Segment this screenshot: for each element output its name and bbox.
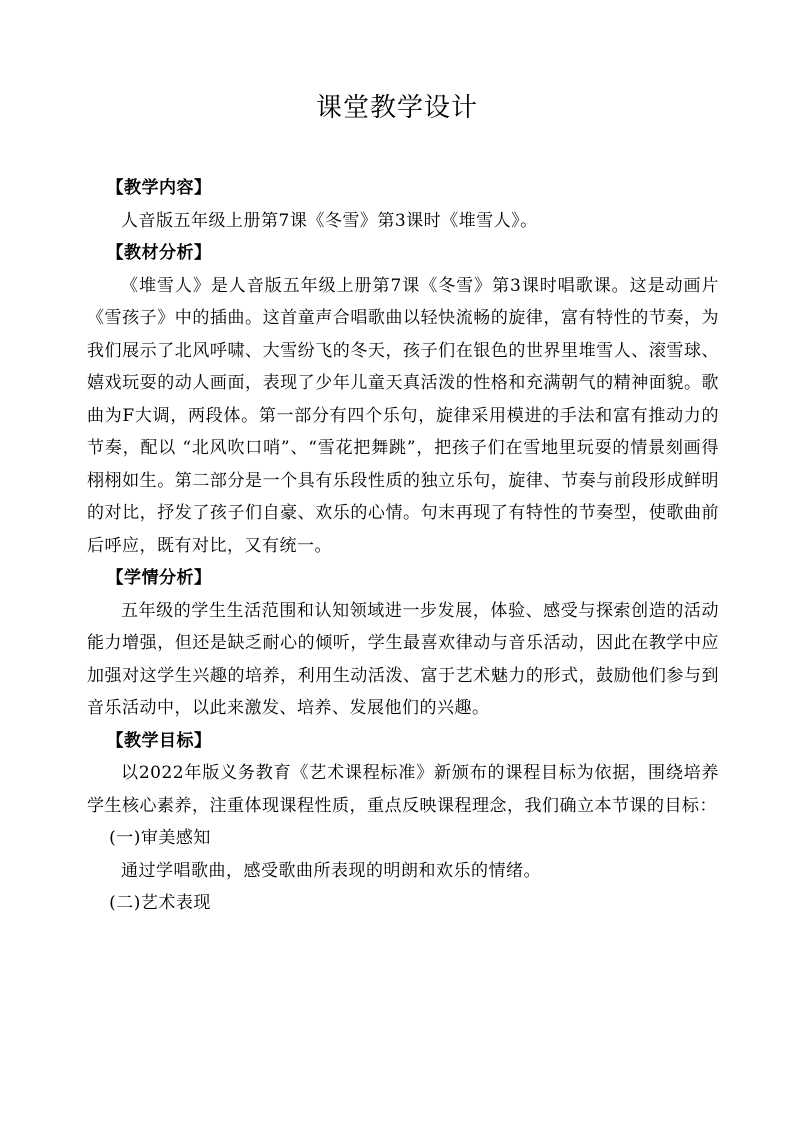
paragraph-goal: 以2022年版义务教育《艺术课程标准》新颁布的课程目标为依据，围绕培养学生核心素养，注重体现课程性质，重点反映课程理念，我们确立本节课的目标： [87, 763, 719, 816]
section-heading-material: 【教材分析】 [106, 243, 212, 263]
page-title: 课堂教学设计 [315, 93, 478, 123]
document-body [87, 172, 719, 920]
section-heading-student: 【学情分析】 [106, 568, 212, 588]
section-heading-content: 【教学内容】 [106, 178, 212, 198]
goal-item-heading-1: (一)审美感知 [109, 828, 211, 848]
goal-item-heading-2: (二)艺术表现 [109, 893, 211, 913]
goal-item-text-1: 通过学唱歌曲，感受歌曲所表现的明朗和欢乐的情绪。 [121, 860, 541, 881]
paragraph-content: 人音版五年级上册第7课《冬雪》第3课时《堆雪人》。 [121, 210, 538, 231]
paragraph-student: 五年级的学生生活范围和认知领域进一步发展，体验、感受与探索创造的活动能力增强，但还是缺乏耐心的倾听，学生最喜欢律动与音乐活动，因此在教学中应加强对这学生兴趣的培养，利用生动活泼、富于艺术魅力的形式，鼓励他们参与到音乐活动中，以此来激发、培养、发展他们的兴趣。 [87, 600, 719, 718]
paragraph-material: 《堆雪人》是人音版五年级上册第7课《冬雪》第3课时唱歌课。这是动画片《雪孩子》中的插曲。这首童声合唱歌曲以轻快流畅的旋律，富有特性的节奏，为我们展示了北风呼啸、大雪纷飞的冬天，孩子们在银色的世界里堆雪人、滚雪球、嬉戏玩耍的动人画面，表现了少年儿童天真活泼的性格和充满朝气的精神面貌。歌曲为F大调，两段体。第一部分有四个乐句，旋律采用模进的手法和富有推动力的节奏，配以 “北风吹口哨”、“雪花把舞跳”，把孩子们在雪地里玩耍的情景刻画得栩栩如生。第二部分是一个具有乐段性质的独立乐句，旋律、节奏与前段形成鲜明的对比，抒发了孩子们自豪、欢乐的心情。句末再现了有特性的节奏型，使歌曲前后呼应，既有对比，又有统一。 [87, 275, 719, 556]
section-heading-goal: 【教学目标】 [106, 730, 212, 751]
